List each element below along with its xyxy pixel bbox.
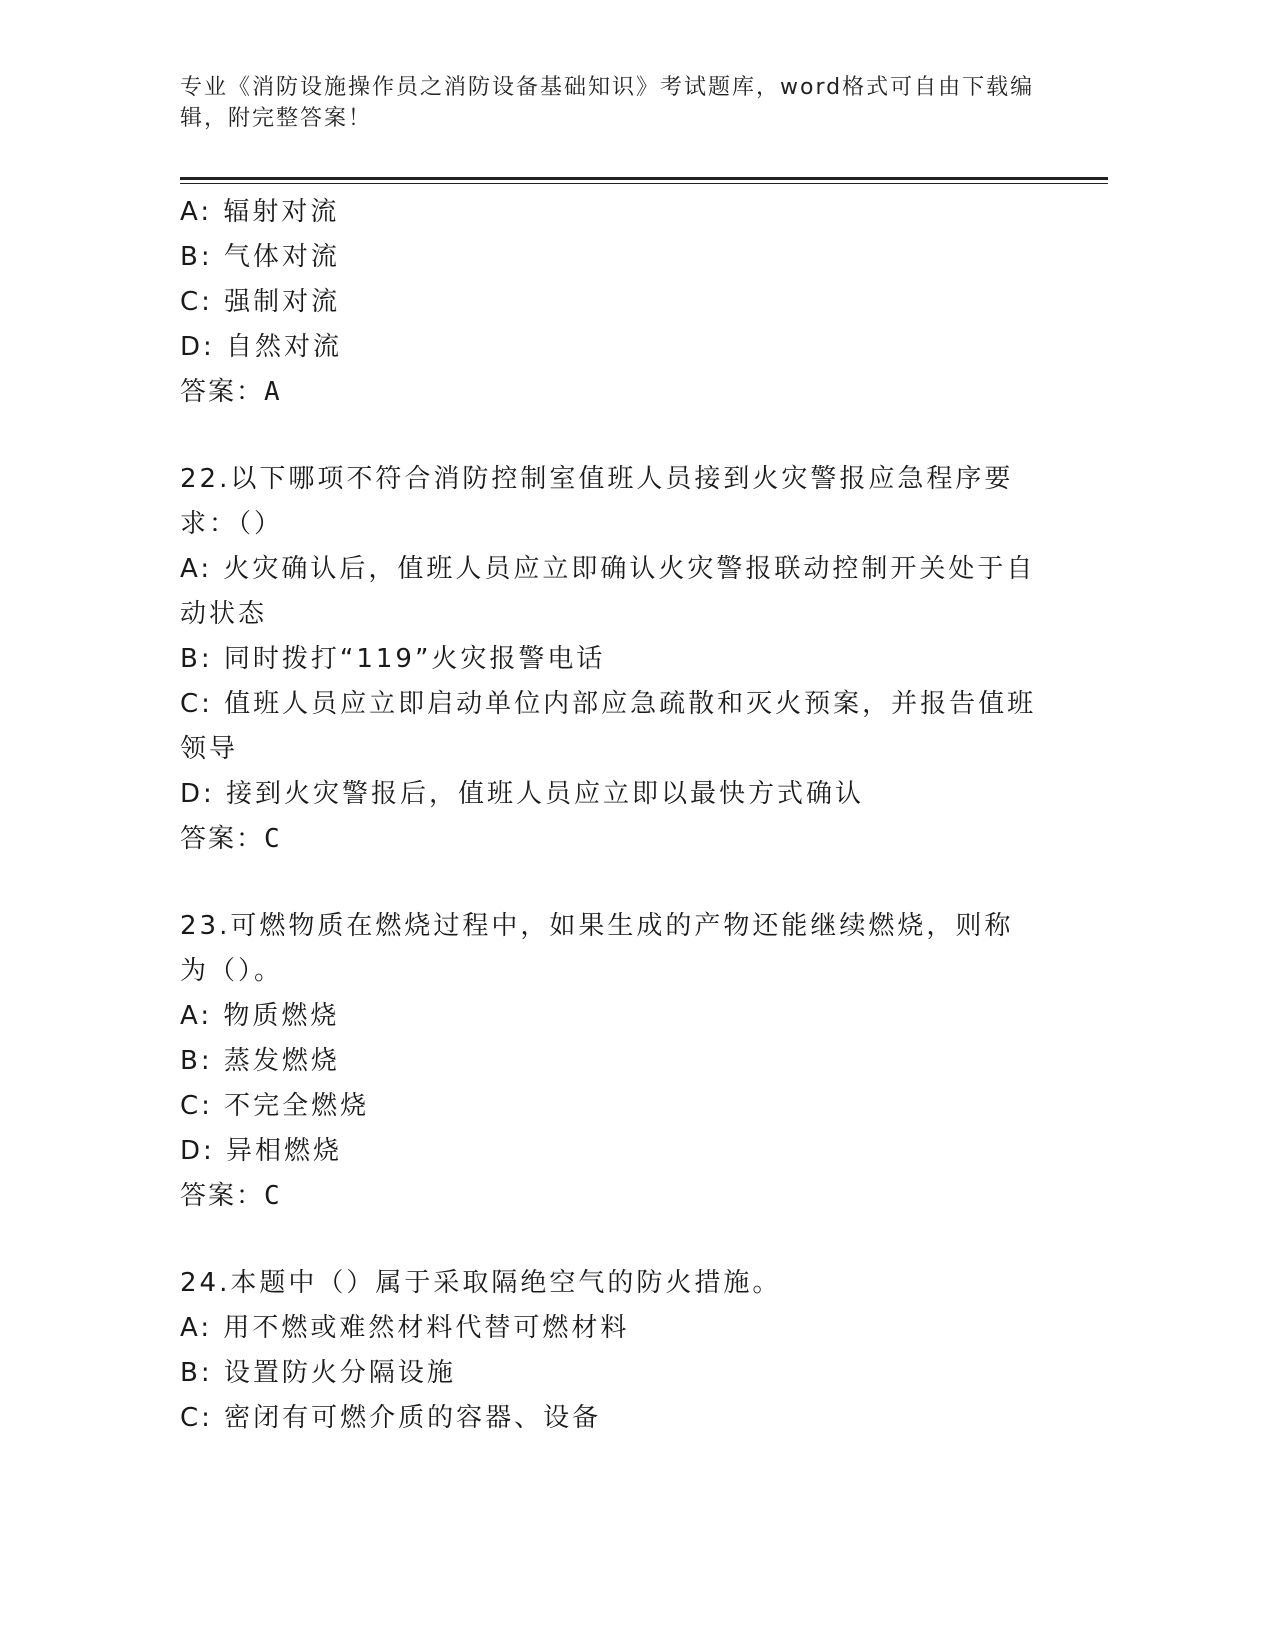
- option-b: B: 蒸发燃烧: [180, 1046, 340, 1076]
- answer-line: [180, 370, 1040, 415]
- option-a: A: 火灾确认后，值班人员应立即确认火灾警报联动控制开关处于自动状态: [180, 554, 1036, 629]
- answer-label: 答案：: [180, 1181, 265, 1211]
- option-b: B: 设置防火分隔设施: [180, 1358, 456, 1388]
- option-c: C: 密闭有可燃介质的容器、设备: [180, 1403, 602, 1433]
- answer-label: 答案：: [180, 824, 265, 854]
- option-b: B: 气体对流: [180, 242, 340, 272]
- document-header: 专业《消防设施操作员之消防设备基础知识》考试题库，word格式可自由下载编辑，附完整答案！: [180, 75, 1035, 131]
- option-d: D: 接到火灾警报后，值班人员应立即以最快方式确认: [180, 779, 865, 809]
- question-23: [180, 904, 1040, 1219]
- option-a: A: 物质燃烧: [180, 1001, 340, 1031]
- option-a: A: 用不燃或难然材料代替可燃材料: [180, 1313, 630, 1343]
- option-c: C: 不完全燃烧: [180, 1091, 370, 1121]
- option-b: B: 同时拨打“119”火灾报警电话: [180, 644, 606, 674]
- answer-line: [180, 817, 1040, 862]
- question-21-continued: [180, 190, 1040, 415]
- option-c: C: 值班人员应立即启动单位内部应急疏散和灭火预案，并报告值班领导: [180, 689, 1037, 764]
- answer-value: C: [264, 1181, 281, 1211]
- header-rule-thin: [180, 183, 1108, 184]
- option-c: C: 强制对流: [180, 287, 341, 317]
- document-body: [180, 190, 1040, 1441]
- question-24: [180, 1261, 1040, 1441]
- answer-value: A: [264, 377, 281, 407]
- answer-line: [180, 1174, 1040, 1219]
- question-stem: 24.本题中（）属于采取隔绝空气的防火措施。: [180, 1268, 782, 1298]
- answer-label: 答案：: [180, 377, 265, 407]
- header-rule-thick: [180, 177, 1108, 180]
- question-stem: 22.以下哪项不符合消防控制室值班人员接到火灾警报应急程序要求：（）: [180, 464, 1014, 539]
- option-d: D: 异相燃烧: [180, 1136, 343, 1166]
- option-d: D: 自然对流: [180, 332, 343, 362]
- option-a: A: 辐射对流: [180, 197, 340, 227]
- question-22: [180, 457, 1040, 862]
- answer-value: C: [264, 824, 281, 854]
- question-stem: 23.可燃物质在燃烧过程中，如果生成的产物还能继续燃烧，则称为（）。: [180, 911, 1014, 986]
